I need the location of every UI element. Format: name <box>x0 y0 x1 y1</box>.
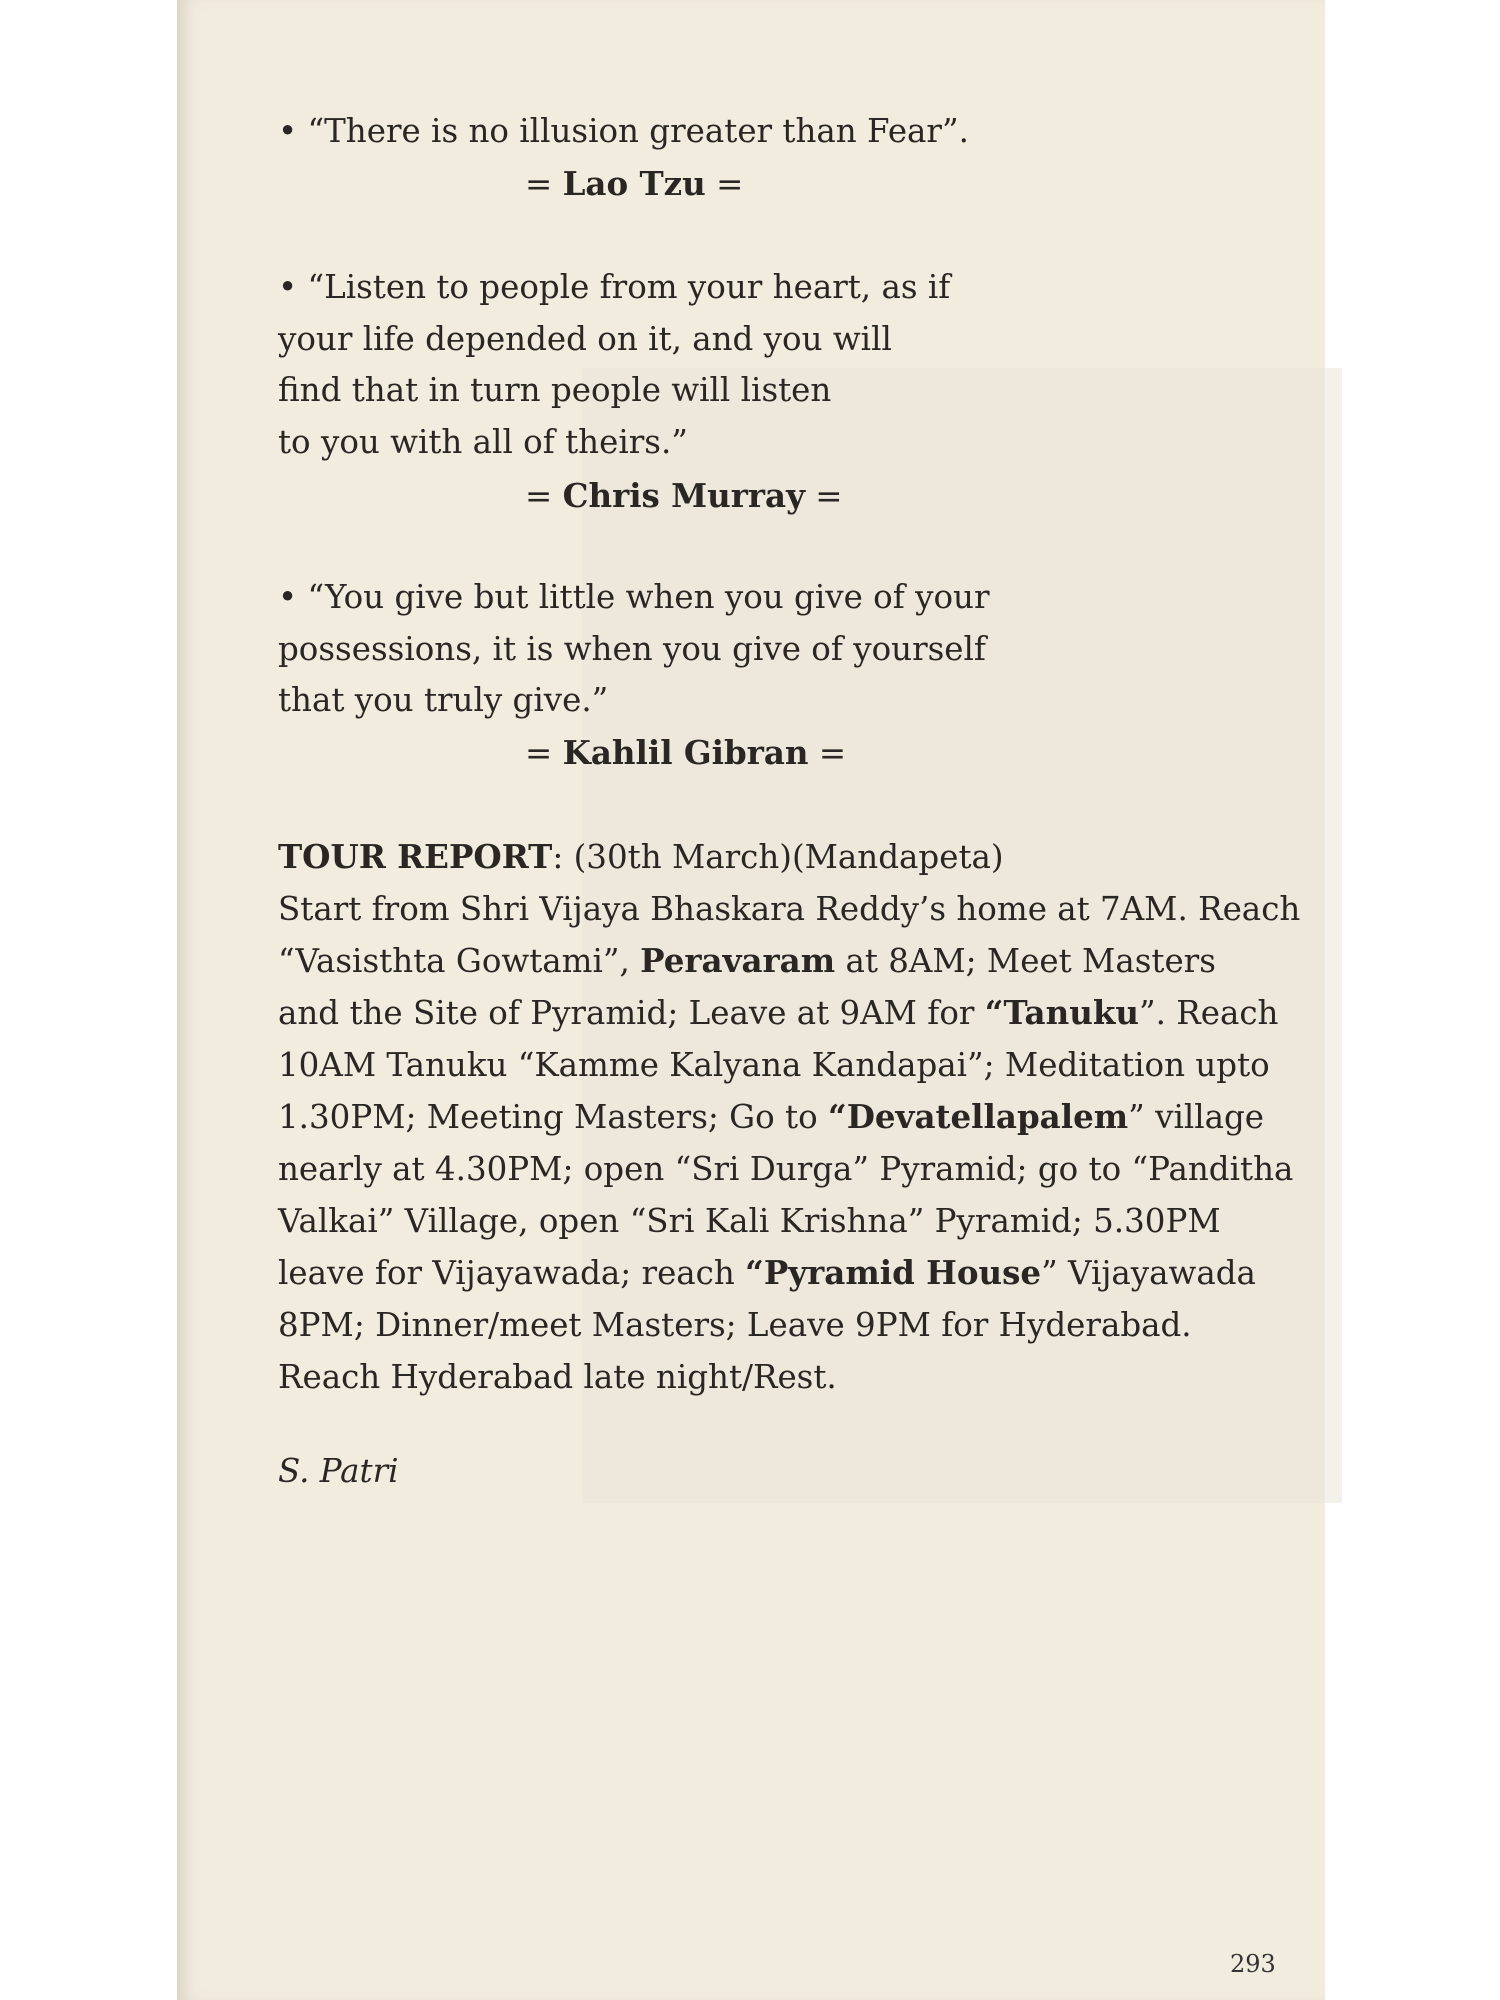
tour-report-line <box>278 987 1278 1039</box>
report-text: ” village <box>1128 1098 1265 1136</box>
report-text: 1.30PM; Meeting Masters; Go to <box>278 1098 828 1136</box>
quote-line: find that in turn people will listen <box>278 371 832 409</box>
quote-line: • “You give but little when you give of your <box>278 578 990 616</box>
place-name: “Devatellapalem <box>828 1097 1129 1136</box>
quote-line: your life depended on it, and you will <box>278 319 892 358</box>
report-text: Reach Hyderabad late night/Rest. <box>278 1358 837 1396</box>
quote-line: that you truly give.” <box>278 681 609 719</box>
report-text: ”. Reach <box>1138 994 1279 1032</box>
report-text: at 8AM; Meet Masters <box>835 942 1216 980</box>
quote-1 <box>278 106 969 158</box>
page-number: 293 <box>1230 1950 1276 1978</box>
report-text: 8PM; Dinner/meet Masters; Leave 9PM for Hyderabad. <box>278 1306 1192 1344</box>
report-text: “Vasisthta Gowtami”, <box>278 942 641 980</box>
report-text: Start from Shri Vijaya Bhaskara Reddy’s home at 7AM. Reach <box>278 890 1301 928</box>
tour-report-line <box>278 1039 1278 1091</box>
tour-report-heading: TOUR REPORT <box>278 837 553 876</box>
report-text: leave for Vijayawada; reach <box>278 1254 746 1292</box>
tour-report <box>278 831 1301 1403</box>
author-name: Chris Murray <box>562 476 805 515</box>
place-name: “Pyramid House <box>745 1253 1042 1292</box>
quote-line: to you with all of theirs.” <box>278 422 688 461</box>
tour-report-heading-line <box>278 831 1278 883</box>
report-text: and the Site of Pyramid; Leave at 9AM for <box>278 994 985 1032</box>
tour-report-line <box>278 935 1278 987</box>
tour-report-line <box>278 1143 1294 1195</box>
tour-report-line <box>278 1299 1278 1351</box>
tour-report-date-place: : (30th March)(Mandapeta) <box>552 838 1004 876</box>
author-name: Lao Tzu <box>562 164 706 203</box>
tour-report-line <box>278 1351 1278 1403</box>
quote-3 <box>278 572 989 727</box>
tour-report-body <box>278 883 1301 1403</box>
quote-1-attribution: = Lao Tzu = <box>525 164 744 203</box>
report-text: ” Vijayawada <box>1041 1254 1256 1292</box>
author-name: Kahlil Gibran <box>562 733 809 772</box>
quote-2-attribution: = Chris Murray = <box>525 476 843 515</box>
tour-report-line <box>278 1195 1278 1247</box>
report-text: nearly at 4.30PM; open “Sri Durga” Pyramid; go to “Panditha <box>278 1150 1294 1188</box>
tour-report-line <box>278 1247 1278 1299</box>
tour-report-line <box>278 883 1301 935</box>
quote-line: • “There is no illusion greater than Fear”. <box>278 112 969 150</box>
report-text: Valkai” Village, open “Sri Kali Krishna” Pyramid; 5.30PM <box>278 1202 1221 1240</box>
signature: S. Patri <box>278 1452 399 1490</box>
quote-line: • “Listen to people from your heart, as if <box>278 268 951 306</box>
quote-2 <box>278 262 950 468</box>
report-text: 10AM Tanuku “Kamme Kalyana Kandapai”; Meditation upto <box>278 1046 1270 1084</box>
place-name: “Tanuku <box>984 993 1139 1032</box>
quote-line: possessions, it is when you give of yourself <box>278 629 986 668</box>
place-name: Peravaram <box>640 941 836 980</box>
tour-report-line <box>278 1091 1278 1143</box>
quote-3-attribution: = Kahlil Gibran = <box>525 733 847 772</box>
